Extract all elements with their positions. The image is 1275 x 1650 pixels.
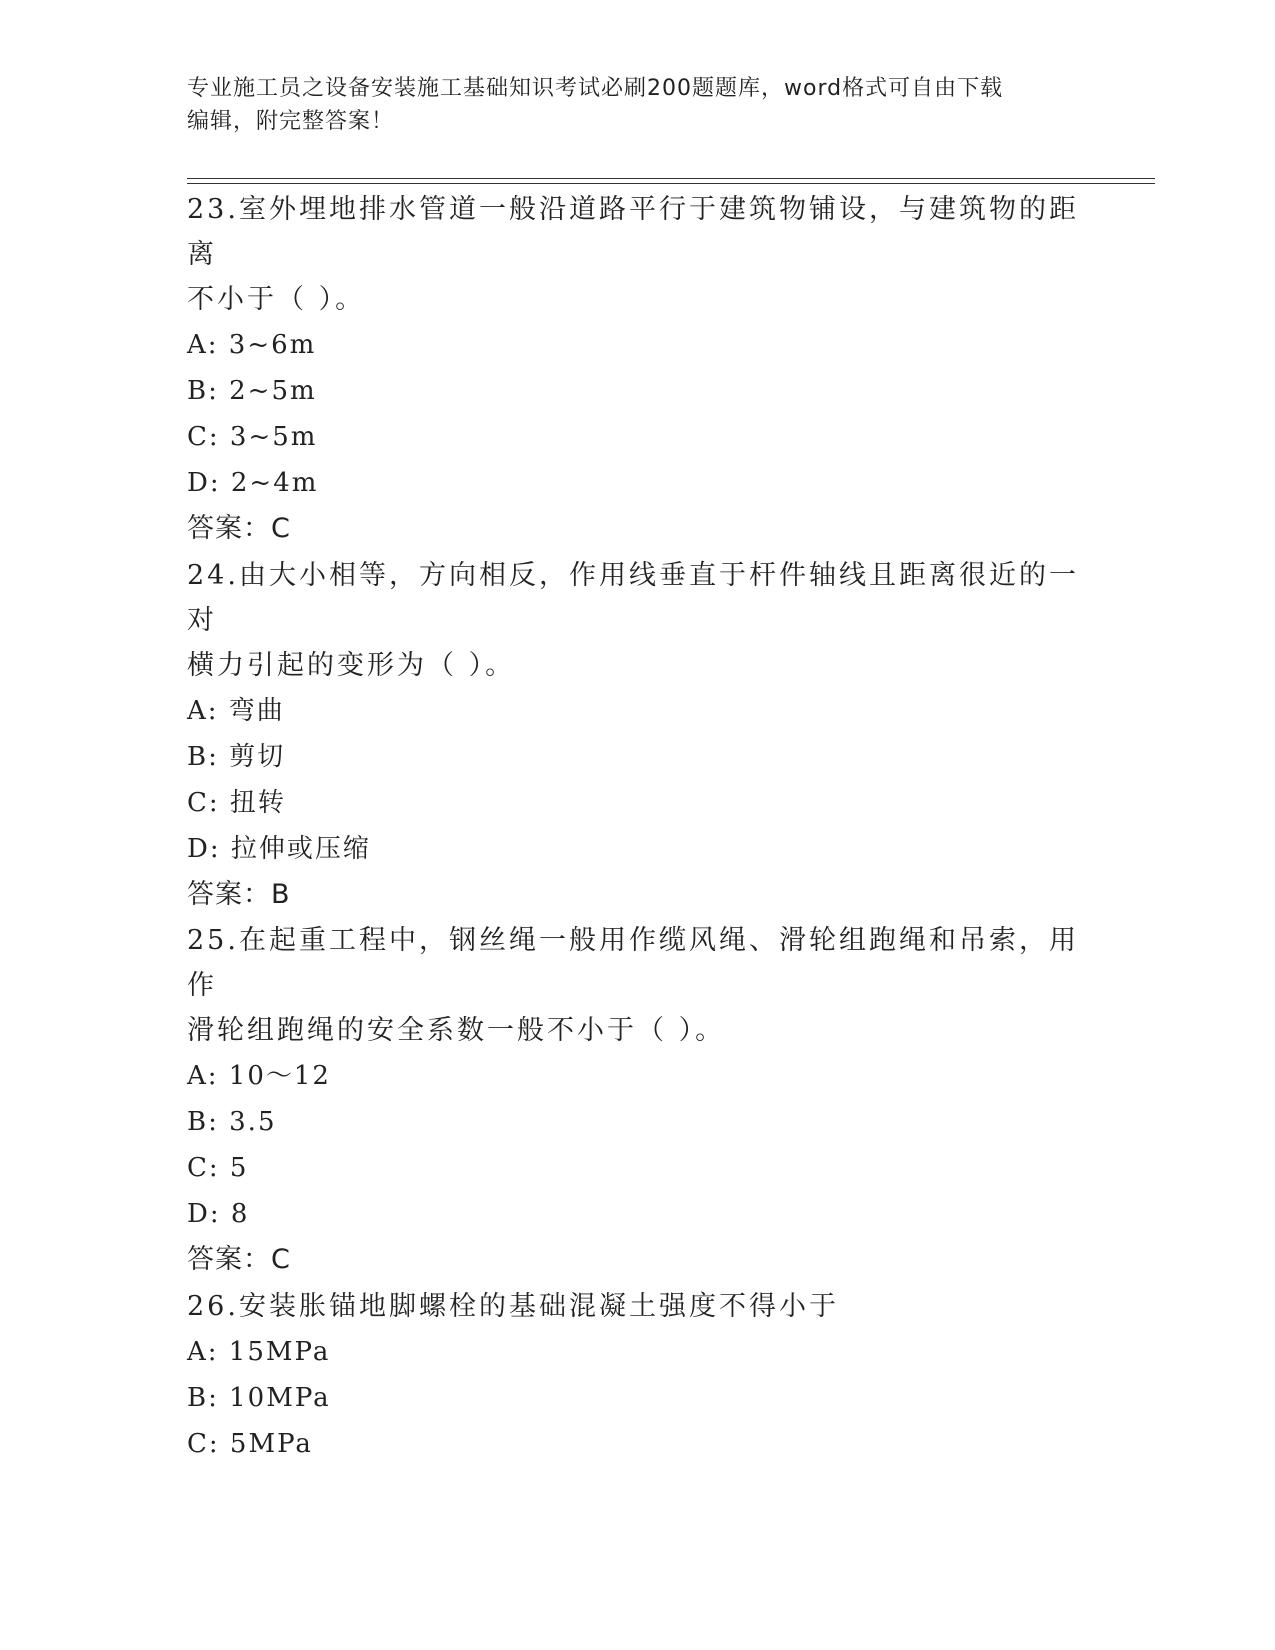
question-stem-line-2: 滑轮组跑绳的安全系数一般不小于（ ）。 <box>187 1015 726 1046</box>
option-b: B: 10MPa <box>187 1383 331 1413</box>
option-a: A: 10～12 <box>187 1061 331 1091</box>
question-26 <box>187 1284 1087 1467</box>
question-stem-line-1: 25.在起重工程中，钢丝绳一般用作缆风绳、滑轮组跑绳和吊索，用作 <box>187 925 1079 1001</box>
header-line-1: 专业施工员之设备安装施工基础知识考试必刷200题题库，word格式可自由下载 <box>187 76 1004 101</box>
option-b: B: 3.5 <box>187 1107 277 1137</box>
option-a: A: 3~6m <box>187 330 317 360</box>
option-c: C: 5 <box>187 1153 249 1183</box>
question-24 <box>187 553 1087 918</box>
question-stem-line-2: 不小于（ ）。 <box>187 284 366 315</box>
option-b: B: 剪切 <box>187 742 286 772</box>
document-header <box>187 72 1087 138</box>
option-a: A: 弯曲 <box>187 696 285 726</box>
answer: 答案：C <box>187 513 291 544</box>
option-d: D: 2~4m <box>187 468 319 498</box>
question-stem-line-1: 26.安装胀锚地脚螺栓的基础混凝土强度不得小于 <box>187 1291 839 1322</box>
question-25 <box>187 918 1087 1283</box>
answer: 答案：C <box>187 1244 291 1275</box>
question-23 <box>187 187 1087 552</box>
question-stem-line-1: 23.室外埋地排水管道一般沿道路平行于建筑物铺设，与建筑物的距离 <box>187 194 1079 270</box>
option-d: D: 8 <box>187 1199 250 1229</box>
question-stem-line-1: 24.由大小相等，方向相反，作用线垂直于杆件轴线且距离很近的一对 <box>187 560 1079 636</box>
header-divider-bottom <box>187 183 1155 184</box>
header-line-2: 编辑，附完整答案！ <box>187 109 395 134</box>
option-c: C: 3~5m <box>187 422 318 452</box>
option-d: D: 拉伸或压缩 <box>187 834 371 864</box>
option-c: C: 扭转 <box>187 788 286 818</box>
question-stem-line-2: 横力引起的变形为（ ）。 <box>187 650 516 681</box>
header-divider-top <box>187 178 1155 179</box>
answer: 答案：B <box>187 879 291 910</box>
option-a: A: 15MPa <box>187 1337 331 1367</box>
option-c: C: 5MPa <box>187 1429 313 1459</box>
option-b: B: 2~5m <box>187 376 317 406</box>
